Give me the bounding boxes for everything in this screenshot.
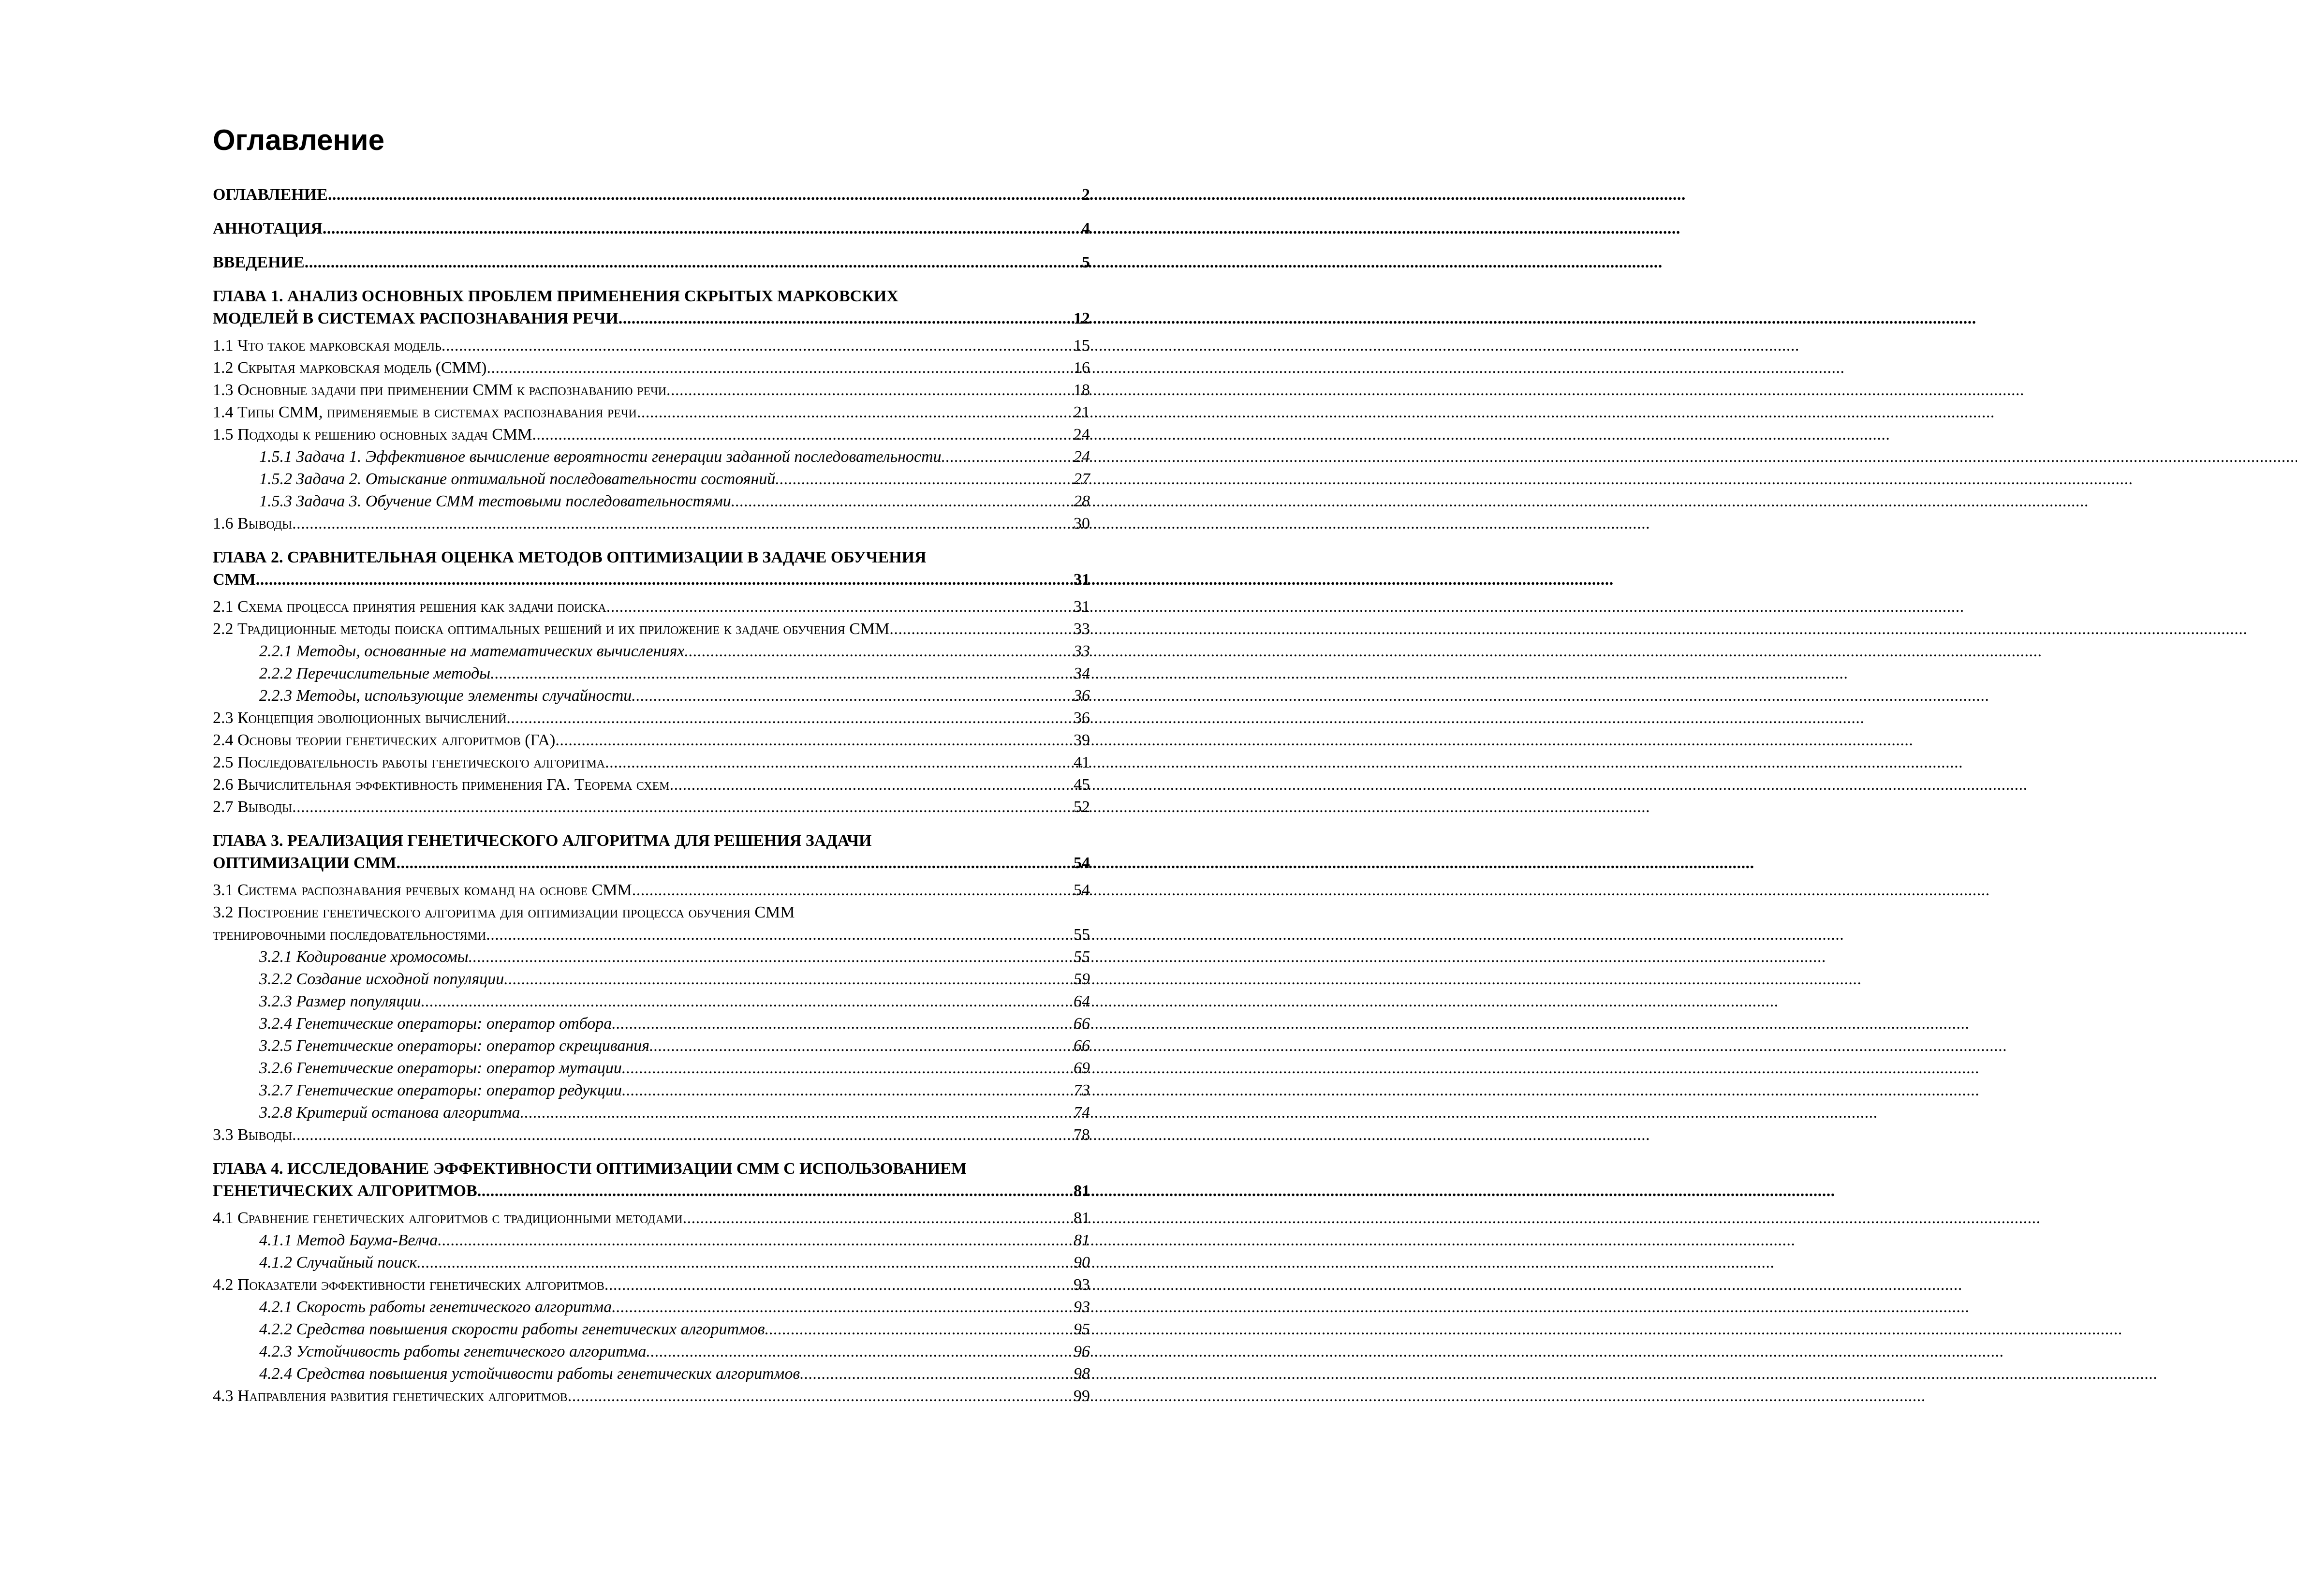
- dot-leader: [323, 218, 1081, 240]
- dot-leader: [486, 357, 1073, 379]
- dot-leader: [684, 640, 1073, 663]
- dot-leader: [532, 424, 1073, 446]
- toc-section-entry[interactable]: [213, 729, 1090, 752]
- toc-section-entry[interactable]: [213, 424, 1090, 446]
- toc-page-number: 28: [1074, 492, 1090, 510]
- dot-leader: [765, 1318, 1073, 1341]
- dot-leader: [646, 1341, 1073, 1363]
- toc-entry-text: 1.3 Основные задачи при применении СММ к распознаванию речи: [213, 381, 667, 399]
- dot-leader: [520, 1102, 1073, 1124]
- toc-entry-text: АННОТАЦИЯ: [213, 220, 323, 237]
- toc-entry-text: 3.2.8 Критерий останова алгоритма: [259, 1104, 520, 1122]
- chapter-title-line2[interactable]: [213, 308, 1090, 330]
- toc-subsection-entry[interactable]: [213, 1229, 1090, 1252]
- toc-page-number: 31: [1074, 598, 1090, 616]
- toc-subsection-entry[interactable]: [213, 990, 1090, 1013]
- toc-page-number: 90: [1074, 1254, 1090, 1271]
- toc-entry-text: 4.2 Показатели эффективности генетических алгоритмов: [213, 1276, 604, 1294]
- chapter-title-line1: ГЛАВА 3. РЕАЛИЗАЦИЯ ГЕНЕТИЧЕСКОГО АЛГОРИТМА ДЛЯ РЕШЕНИЯ ЗАДАЧИ: [213, 832, 872, 850]
- toc-subsection-entry[interactable]: [213, 1363, 1090, 1385]
- toc-page-number: 73: [1074, 1081, 1090, 1099]
- dot-leader: [670, 774, 1073, 796]
- dot-leader: [606, 596, 1073, 618]
- toc-entry-text: 3.2.3 Размер популяции: [259, 992, 421, 1010]
- dot-leader: [421, 990, 1073, 1013]
- dot-leader: [889, 618, 1073, 640]
- dot-leader: [292, 513, 1073, 535]
- toc-page-number: 12: [1074, 310, 1090, 327]
- toc-page-number: 33: [1074, 620, 1090, 638]
- dot-leader: [305, 251, 1081, 274]
- dot-leader: [477, 1180, 1073, 1202]
- toc-section-entry[interactable]: [213, 924, 1090, 946]
- dot-leader: [618, 308, 1073, 330]
- dot-leader: [328, 184, 1081, 206]
- toc-entry-text: 4.2.1 Скорость работы генетического алгоритма: [259, 1298, 612, 1316]
- toc-entry-text: 3.2.2 Создание исходной популяции: [259, 970, 504, 988]
- toc-section-entry[interactable]: [213, 401, 1090, 424]
- dot-leader: [256, 569, 1073, 591]
- toc-section-entry[interactable]: [213, 1207, 1090, 1229]
- dot-leader: [683, 1207, 1073, 1229]
- dot-leader: [637, 401, 1073, 424]
- toc-entry-text: СММ: [213, 571, 256, 589]
- toc-subsection-entry[interactable]: [213, 490, 1090, 513]
- toc-section-entry[interactable]: [213, 1385, 1090, 1407]
- page-title: Оглавление: [213, 124, 384, 156]
- toc-page-number: 81: [1074, 1182, 1090, 1200]
- toc-entry-text: 3.2.7 Генетические операторы: оператор редукции: [259, 1081, 622, 1099]
- toc-page-number: 81: [1074, 1231, 1090, 1249]
- dot-leader: [632, 879, 1073, 901]
- dot-leader: [438, 1229, 1073, 1252]
- toc-page-number: 98: [1074, 1365, 1090, 1383]
- toc-section-entry[interactable]: [213, 618, 1090, 640]
- toc-entry-text: 4.2.4 Средства повышения устойчивости работы генетических алгоритмов: [259, 1365, 800, 1383]
- toc-entry-text: 1.5.3 Задача 3. Обучение СММ тестовыми последовательностями: [259, 492, 731, 510]
- toc-entry-text: 3.2.6 Генетические операторы: оператор мутации: [259, 1059, 622, 1077]
- toc-subsection-entry[interactable]: [213, 468, 1090, 490]
- dot-leader: [800, 1363, 1073, 1385]
- toc-subsection-entry[interactable]: [213, 968, 1090, 990]
- toc-section-entry[interactable]: [213, 752, 1090, 774]
- dot-leader: [622, 1079, 1073, 1102]
- toc-page-number: 4: [1082, 220, 1090, 237]
- toc-top-entry[interactable]: [213, 184, 1090, 206]
- toc-entry-text: 1.5.1 Задача 1. Эффективное вычисление вероятности генерации заданной последовательности: [259, 448, 942, 466]
- toc-page-number: 31: [1074, 571, 1090, 589]
- toc-page-number: 16: [1074, 359, 1090, 377]
- toc-section-entry[interactable]: [213, 1274, 1090, 1296]
- toc-page-number: 24: [1074, 448, 1090, 466]
- toc-entry-text: 2.1 Схема процесса принятия решения как задачи поиска: [213, 598, 606, 616]
- toc-entry-text: 4.1.2 Случайный поиск: [259, 1254, 417, 1271]
- toc-entry-text: 2.6 Вычислительная эффективность применения ГА. Теорема схем: [213, 776, 670, 794]
- dot-leader: [442, 335, 1073, 357]
- toc-page-number: 36: [1074, 687, 1090, 705]
- toc-page-number: 30: [1074, 515, 1090, 532]
- toc-entry-text: 2.7 Выводы: [213, 798, 293, 816]
- toc-section-entry[interactable]: [213, 796, 1090, 818]
- toc-entry-text: 1.5.2 Задача 2. Отыскание оптимальной последовательности состояний: [259, 470, 776, 488]
- toc-page-number: 81: [1074, 1209, 1090, 1227]
- dot-leader: [649, 1035, 1073, 1057]
- dot-leader: [942, 446, 1073, 468]
- toc-page-number: 34: [1074, 665, 1090, 682]
- toc-page-number: 24: [1074, 426, 1090, 443]
- toc-page-number: 66: [1074, 1015, 1090, 1033]
- toc-page-number: 2: [1082, 186, 1090, 204]
- chapter-title-line2[interactable]: [213, 852, 1090, 874]
- toc-chapter[interactable]: [213, 285, 1090, 330]
- toc-subsection-entry[interactable]: [213, 446, 1090, 468]
- toc-subsection-entry[interactable]: [213, 1057, 1090, 1079]
- toc-page-number: 54: [1074, 854, 1090, 872]
- toc-entry-text: 2.2 Традиционные методы поиска оптимальных решений и их приложение к задаче обучения СММ: [213, 620, 890, 638]
- toc-section-entry[interactable]: [213, 357, 1090, 379]
- toc-entry-text: 1.6 Выводы: [213, 515, 293, 532]
- toc-section-entry[interactable]: [213, 379, 1090, 401]
- toc-page-number: 27: [1074, 470, 1090, 488]
- table-of-contents: [213, 184, 1090, 1407]
- dot-leader: [504, 968, 1073, 990]
- toc-entry-text: 3.1 Система распознавания речевых команд на основе СММ: [213, 881, 632, 899]
- toc-section-entry[interactable]: [213, 513, 1090, 535]
- toc-chapter[interactable]: [213, 547, 1090, 591]
- chapter-title-line2[interactable]: [213, 1180, 1090, 1202]
- toc-subsection-entry[interactable]: [213, 640, 1090, 663]
- chapter-title-line2[interactable]: [213, 569, 1090, 591]
- dot-leader: [605, 752, 1073, 774]
- dot-leader: [292, 1124, 1073, 1146]
- toc-entry-text: ГЕНЕТИЧЕСКИХ АЛГОРИТМОВ: [213, 1182, 477, 1200]
- toc-page-number: 45: [1074, 776, 1090, 794]
- toc-subsection-entry[interactable]: [213, 1102, 1090, 1124]
- toc-entry-text: 3.2.5 Генетические операторы: оператор скрещивания: [259, 1037, 650, 1055]
- dot-leader: [568, 1385, 1073, 1407]
- dot-leader: [666, 379, 1073, 401]
- toc-page-number: 41: [1074, 754, 1090, 771]
- dot-leader: [775, 468, 1073, 490]
- toc-top-entry[interactable]: [213, 251, 1090, 274]
- dot-leader: [469, 946, 1073, 968]
- chapter-title-line1: ГЛАВА 2. СРАВНИТЕЛЬНАЯ ОЦЕНКА МЕТОДОВ ОПТИМИЗАЦИИ В ЗАДАЧЕ ОБУЧЕНИЯ: [213, 548, 927, 566]
- toc-page-number: 78: [1074, 1126, 1090, 1144]
- toc-subsection-entry[interactable]: [213, 1035, 1090, 1057]
- toc-entry-text: 4.2.2 Средства повышения скорости работы генетических алгоритмов: [259, 1320, 765, 1338]
- toc-subsection-entry[interactable]: [213, 1341, 1090, 1363]
- dot-leader: [612, 1013, 1073, 1035]
- toc-entry-text: 4.3 Направления развития генетических алгоритмов: [213, 1387, 568, 1405]
- toc-page-number: 33: [1074, 642, 1090, 660]
- toc-section-entry[interactable]: [213, 1124, 1090, 1146]
- toc-section-entry[interactable]: [213, 335, 1090, 357]
- dot-leader: [622, 1057, 1073, 1079]
- toc-chapter[interactable]: [213, 830, 1090, 874]
- toc-page-number: 55: [1074, 948, 1090, 966]
- toc-entry-text: 1.2 Скрытая марковская модель (СММ): [213, 359, 487, 377]
- toc-subsection-entry[interactable]: [213, 663, 1090, 685]
- dot-leader: [632, 685, 1073, 707]
- toc-entry-text: 2.2.3 Методы, использующие элементы случайности: [259, 687, 632, 705]
- toc-entry-text: 3.2.1 Кодирование хромосомы: [259, 948, 469, 966]
- toc-page-number: 15: [1074, 337, 1090, 355]
- toc-section-entry[interactable]: [213, 774, 1090, 796]
- toc-subsection-entry[interactable]: [213, 1252, 1090, 1274]
- toc-entry-text: 3.3 Выводы: [213, 1126, 293, 1144]
- dot-leader: [506, 707, 1073, 729]
- toc-page-number: 39: [1074, 731, 1090, 749]
- dot-leader: [486, 924, 1073, 946]
- dot-leader: [604, 1274, 1073, 1296]
- toc-entry-text: МОДЕЛЕЙ В СИСТЕМАХ РАСПОЗНАВАНИЯ РЕЧИ: [213, 310, 618, 327]
- toc-page-number: 59: [1074, 970, 1090, 988]
- toc-entry-text: 2.3 Концепция эволюционных вычислений: [213, 709, 507, 727]
- dot-leader: [292, 796, 1073, 818]
- toc-top-entry[interactable]: [213, 218, 1090, 240]
- toc-section-entry[interactable]: [213, 879, 1090, 901]
- toc-subsection-entry[interactable]: [213, 1079, 1090, 1102]
- toc-entry-text: ОПТИМИЗАЦИИ СММ: [213, 854, 397, 872]
- toc-section-entry[interactable]: [213, 901, 1090, 924]
- dot-leader: [555, 729, 1073, 752]
- toc-page-number: 69: [1074, 1059, 1090, 1077]
- toc-page-number: 74: [1074, 1104, 1090, 1122]
- toc-page-number: 36: [1074, 709, 1090, 727]
- dot-leader: [490, 663, 1073, 685]
- toc-subsection-entry[interactable]: [213, 1296, 1090, 1318]
- toc-entry-text: ВВЕДЕНИЕ: [213, 253, 305, 271]
- toc-entry-text: 4.2.3 Устойчивость работы генетического алгоритма: [259, 1343, 647, 1360]
- toc-section-entry[interactable]: [213, 707, 1090, 729]
- toc-page-number: 93: [1074, 1298, 1090, 1316]
- dot-leader: [417, 1252, 1073, 1274]
- toc-entry-text: 2.4 Основы теории генетических алгоритмов (ГА): [213, 731, 556, 749]
- toc-page-number: 55: [1074, 926, 1090, 944]
- toc-entry-text: 1.5 Подходы к решению основных задач СММ: [213, 426, 532, 443]
- toc-page-number: 52: [1074, 798, 1090, 816]
- chapter-title-line1: ГЛАВА 1. АНАЛИЗ ОСНОВНЫХ ПРОБЛЕМ ПРИМЕНЕНИЯ СКРЫТЫХ МАРКОВСКИХ: [213, 287, 898, 305]
- dot-leader: [612, 1296, 1073, 1318]
- toc-page-number: 93: [1074, 1276, 1090, 1294]
- toc-subsection-entry[interactable]: [213, 685, 1090, 707]
- toc-entry-text: 4.1 Сравнение генетических алгоритмов с традиционными методами: [213, 1209, 683, 1227]
- toc-entry-text: 2.5 Последовательность работы генетического алгоритма: [213, 754, 605, 771]
- toc-subsection-entry[interactable]: [213, 1013, 1090, 1035]
- toc-page-number: 95: [1074, 1320, 1090, 1338]
- toc-entry-text: 4.1.1 Метод Баума-Велча: [259, 1231, 438, 1249]
- dot-leader: [731, 490, 1073, 513]
- dot-leader: [397, 852, 1073, 874]
- toc-page-number: 64: [1074, 992, 1090, 1010]
- toc-entry-text: 1.4 Типы СММ, применяемые в системах распознавания речи: [213, 403, 637, 421]
- toc-entry-text: 1.1 Что такое марковская модель: [213, 337, 442, 355]
- toc-section-entry[interactable]: [213, 596, 1090, 618]
- toc-page-number: 5: [1082, 253, 1090, 271]
- toc-page-number: 96: [1074, 1343, 1090, 1360]
- toc-page-number: 99: [1074, 1387, 1090, 1405]
- toc-page-number: 54: [1074, 881, 1090, 899]
- toc-entry-text: тренировочными последовательностями: [213, 926, 486, 944]
- toc-entry-text: 2.2.2 Перечислительные методы: [259, 665, 491, 682]
- toc-entry-text: 3.2.4 Генетические операторы: оператор отбора: [259, 1015, 612, 1033]
- chapter-title-line1: ГЛАВА 4. ИССЛЕДОВАНИЕ ЭФФЕКТИВНОСТИ ОПТИМИЗАЦИИ СММ С ИСПОЛЬЗОВАНИЕМ: [213, 1160, 967, 1178]
- toc-entry-text: ОГЛАВЛЕНИЕ: [213, 186, 328, 204]
- toc-chapter[interactable]: [213, 1158, 1090, 1202]
- toc-entry-text: 3.2 Построение генетического алгоритма для оптимизации процесса обучения СММ: [213, 903, 795, 921]
- toc-page-number: 18: [1074, 381, 1090, 399]
- toc-subsection-entry[interactable]: [213, 946, 1090, 968]
- toc-page-number: 21: [1074, 403, 1090, 421]
- toc-page-number: 66: [1074, 1037, 1090, 1055]
- toc-entry-text: 2.2.1 Методы, основанные на математических вычислениях: [259, 642, 685, 660]
- toc-subsection-entry[interactable]: [213, 1318, 1090, 1341]
